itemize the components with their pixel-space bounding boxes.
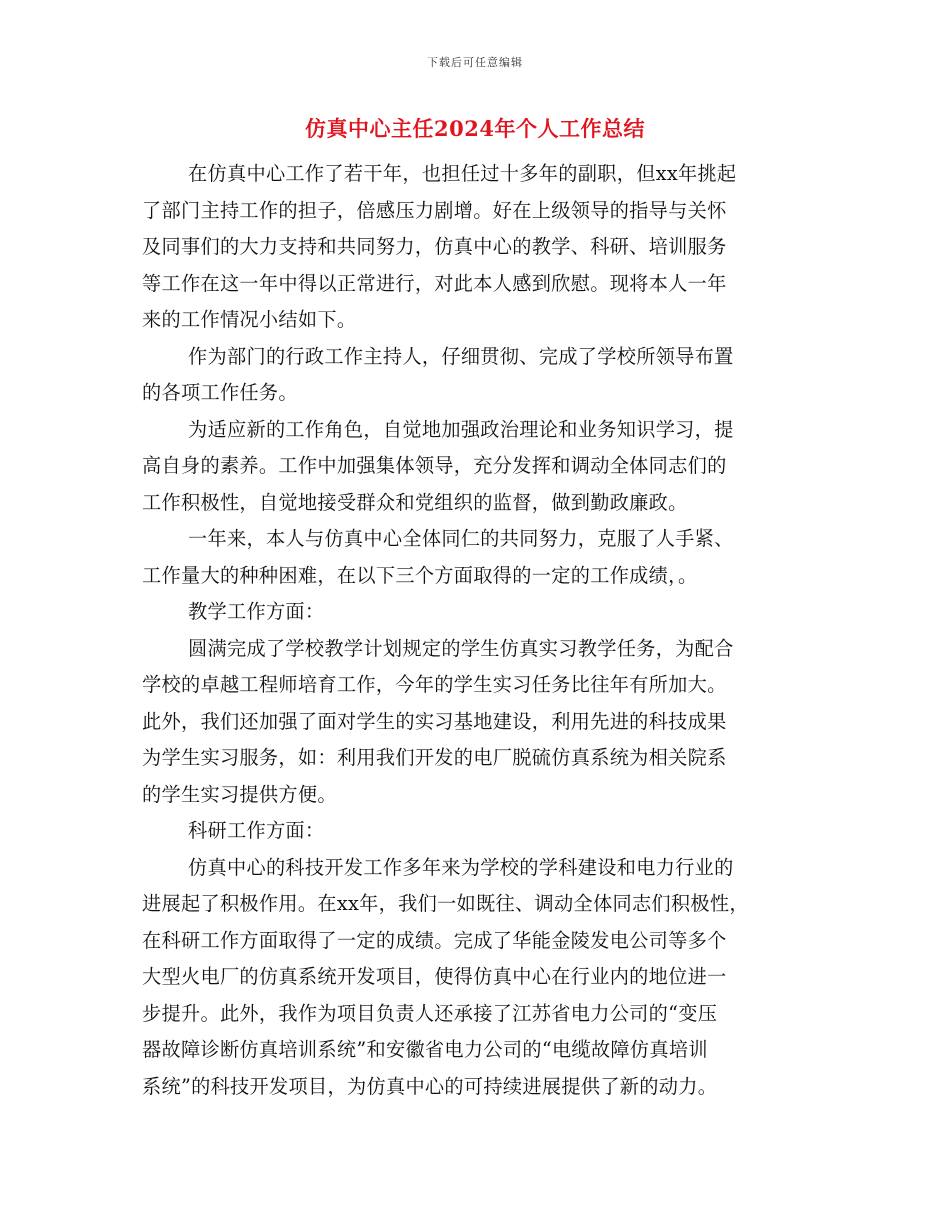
body-line: 大型火电厂的仿真系统开发项目，使得仿真中心在行业内的地位进一 <box>142 965 727 988</box>
document-body <box>142 156 812 1105</box>
body-line: 在仿真中心工作了若干年，也担任过十多年的副职，但xx年挑起 <box>188 162 737 185</box>
body-line: 此外，我们还加强了面对学生的实习基地建设，利用先进的科技成果 <box>142 709 727 733</box>
body-line: 系统”的科技开发项目，为仿真中心的可持续进展提供了新的动力。 <box>142 1074 718 1098</box>
body-line: 工作量大的种种困难，在以下三个方面取得的一定的工作成绩，。 <box>142 563 698 587</box>
body-line: 及同事们的大力支持和共同努力，仿真中心的教学、科研、培训服务 <box>142 235 727 258</box>
body-line: 进展起了积极作用。在xx年，我们一如既往、调动全体同志们积极性， <box>142 892 749 915</box>
section-heading: 科研工作方面： <box>188 819 325 842</box>
body-line: 作为部门的行政工作主持人，仔细贯彻、完成了学校所领导布置 <box>188 344 734 368</box>
document-title: 仿真中心主任2024年个人工作总结 <box>305 116 645 141</box>
body-line: 高自身的素养。工作中加强集体领导，充分发挥和调动全体同志们的 <box>142 454 727 477</box>
body-line: 为学生实习服务，如：利用我们开发的电厂脱硫仿真系统为相关院系 <box>142 746 727 769</box>
body-line: 等工作在这一年中得以正常进行，对此本人感到欣慰。现将本人一年 <box>142 271 727 295</box>
body-line: 来的工作情况小结如下。 <box>142 308 357 331</box>
body-line: 了部门主持工作的担子，倍感压力剧增。好在上级领导的指导与关怀 <box>142 198 727 222</box>
body-line: 器故障诊断仿真培训系统”和安徽省电力公司的“电缆故障仿真培训 <box>142 1038 708 1061</box>
body-line: 的各项工作任务。 <box>142 381 298 404</box>
page-header-note: 下载后可任意编辑 <box>427 56 523 69</box>
body-line: 一年来，本人与仿真中心全体同仁的共同努力，克服了人手紧、 <box>188 527 734 550</box>
body-line: 的学生实习提供方便。 <box>142 782 337 806</box>
body-line: 在科研工作方面取得了一定的成绩。完成了华能金陵发电公司等多个 <box>142 928 727 952</box>
body-line: 圆满完成了学校教学计划规定的学生仿真实习教学任务，为配合 <box>188 636 734 660</box>
body-line: 工作积极性，自觉地接受群众和党组织的监督，做到勤政廉政。 <box>142 490 688 514</box>
body-line: 步提升。此外，我作为项目负责人还承接了江苏省电力公司的“变压 <box>142 1001 718 1025</box>
body-line: 学校的卓越工程师培育工作，今年的学生实习任务比往年有所加大。 <box>142 673 727 696</box>
section-heading: 教学工作方面： <box>188 600 325 623</box>
body-line: 为适应新的工作角色，自觉地加强政治理论和业务知识学习，提 <box>188 417 734 441</box>
body-line: 仿真中心的科技开发工作多年来为学校的学科建设和电力行业的 <box>188 855 734 879</box>
